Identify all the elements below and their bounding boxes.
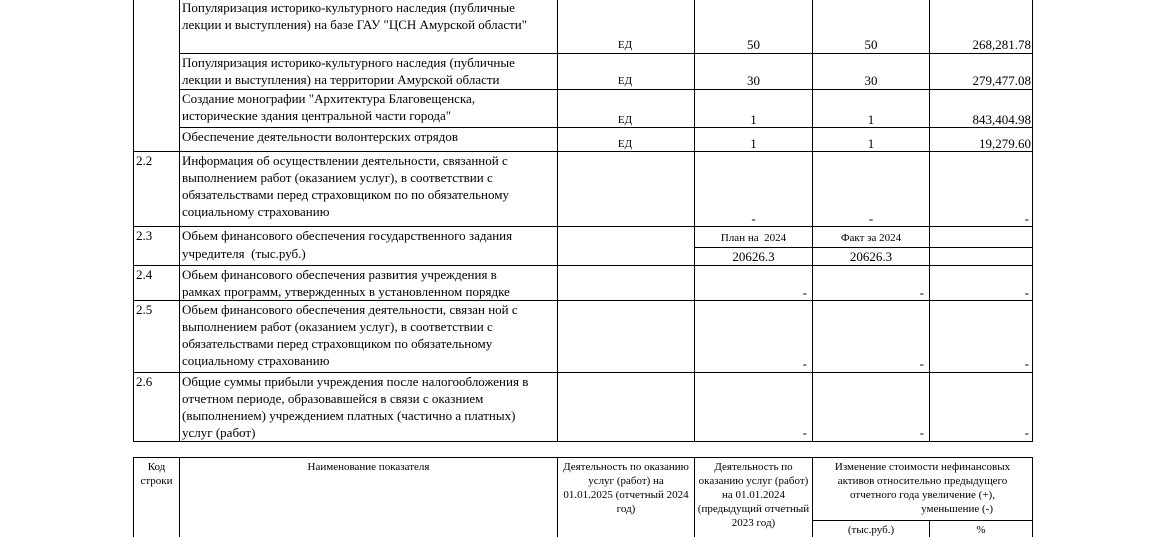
dash-cell: - [802, 425, 807, 440]
dash-cell: - [802, 285, 807, 300]
item-code: 2.4 [136, 267, 153, 282]
item-label-line: (выполнением) учреждением платных (частично а платных) [182, 408, 516, 423]
dash-cell: - [1024, 285, 1029, 300]
item-code: 2.2 [136, 153, 153, 168]
col-change-thousand-rub: (тыс.руб.) [847, 524, 895, 536]
col-previous-header: оказанию услуг (работ) [698, 475, 809, 487]
unit-cell: ЕД [617, 114, 633, 126]
fact-cell: 30 [864, 73, 878, 88]
item-label-line: обязательствами перед страховщиком по по обязательному [182, 187, 509, 202]
item-label-line: учредителя (тыс.руб.) [182, 246, 306, 261]
dash-cell: - [919, 356, 924, 371]
col-current-header: услуг (работ) на [588, 475, 664, 487]
amount-cell: 279,477.08 [972, 73, 1031, 88]
fact-cell: 1 [867, 112, 875, 127]
col-change-header: уменьшение (-) [921, 503, 993, 515]
item-label-line: Обьем финансового обеспечения деятельности, связан ной с [182, 302, 518, 317]
plan-cell: 50 [747, 37, 760, 52]
plan-cell: 1 [750, 112, 757, 127]
item-label-line: Информация об осуществлении деятельности, связанной с [182, 153, 508, 168]
plan-header: План на 2024 [720, 232, 787, 244]
fact-header: Факт за 2024 [840, 232, 902, 244]
item-label-line: выполнением работ (оказанием услуг), в соответствии с [182, 319, 493, 334]
row-label-line: исторические здания центральной части города" [182, 108, 452, 123]
col-code-header: строки [140, 475, 173, 487]
amount-cell: 19,279.60 [979, 136, 1031, 151]
amount-cell: 268,281.78 [972, 37, 1031, 52]
col-previous-header: на 01.01.2024 [721, 489, 786, 501]
plan-cell: 1 [750, 136, 757, 151]
col-current-header: 01.01.2025 (отчетный 2024 [563, 489, 689, 501]
unit-cell: ЕД [617, 75, 633, 87]
dash-cell: - [919, 425, 924, 440]
dash-cell: - [751, 211, 756, 226]
item-code: 2.3 [136, 228, 153, 243]
fact-cell: 1 [867, 136, 875, 151]
plan-value: 20626.3 [732, 249, 775, 264]
unit-cell: ЕД [617, 39, 633, 51]
unit-cell: ЕД [617, 138, 633, 150]
item-label-line: выполнением работ (оказанием услуг), в соответствии с [182, 170, 493, 185]
col-previous-header: (предыдущий отчетный [697, 503, 810, 515]
col-change-percent: % [976, 524, 986, 536]
item-label-line: Общие суммы прибыли учреждения после налогообложения в [182, 374, 529, 389]
dash-cell: - [919, 285, 924, 300]
item-label-line: обязательствами перед страховщиком по обязательному [182, 336, 493, 351]
plan-cell: 30 [747, 73, 760, 88]
dash-cell: - [802, 356, 807, 371]
col-current-header: год) [616, 503, 636, 515]
item-label-line: социальному страхованию [182, 353, 330, 368]
row-label-line: лекции и выступления) на территории Амурской области [182, 72, 500, 87]
col-change-header: активов относительно предыдущего [837, 475, 1008, 487]
dash-cell: - [1024, 211, 1029, 226]
row-label-line: Обеспечение деятельности волонтерских отрядов [182, 129, 458, 144]
col-current-header: Деятельность по оказанию [563, 461, 689, 473]
col-change-header: Изменение стоимости нефинансовых [834, 461, 1011, 473]
col-name-header: Наименование показателя [307, 461, 430, 473]
item-label-line: социальному страхованию [182, 204, 330, 219]
item-label-line: Обьем финансового обеспечения развития учреждения в [182, 267, 497, 282]
col-previous-header: Деятельность по [714, 461, 793, 473]
item-label-line: услуг (работ) [182, 425, 256, 440]
dash-cell: - [1024, 425, 1029, 440]
item-label-line: рамках программ, утвержденных в установленном порядке [182, 284, 510, 299]
col-code-header: Код [147, 461, 166, 473]
dash-cell: - [1024, 356, 1029, 371]
item-code: 2.6 [136, 374, 153, 389]
row-label-line: Популяризация историко-культурного наследия (публичные [182, 55, 515, 70]
row-label-line: лекции и выступления) на базе ГАУ "ЦСН Амурской области" [182, 17, 528, 32]
item-label-line: отчетном периоде, образовавшейся в связи с оказнием [182, 391, 484, 406]
row-label-line: Создание монографии "Архитектура Благовещенска, [182, 91, 476, 106]
col-previous-header: 2023 год) [731, 517, 776, 529]
row-label-line: Популяризация историко-культурного наследия (публичные [182, 0, 515, 15]
col-change-header: отчетного года увеличение (+), [850, 489, 995, 501]
fact-cell: 50 [864, 37, 878, 52]
amount-cell: 843,404.98 [972, 112, 1031, 127]
fact-value: 20626.3 [849, 249, 893, 264]
item-label-line: Обьем финансового обеспечения государственного задания [182, 228, 513, 243]
item-code: 2.5 [136, 302, 153, 317]
dash-cell: - [868, 211, 874, 226]
